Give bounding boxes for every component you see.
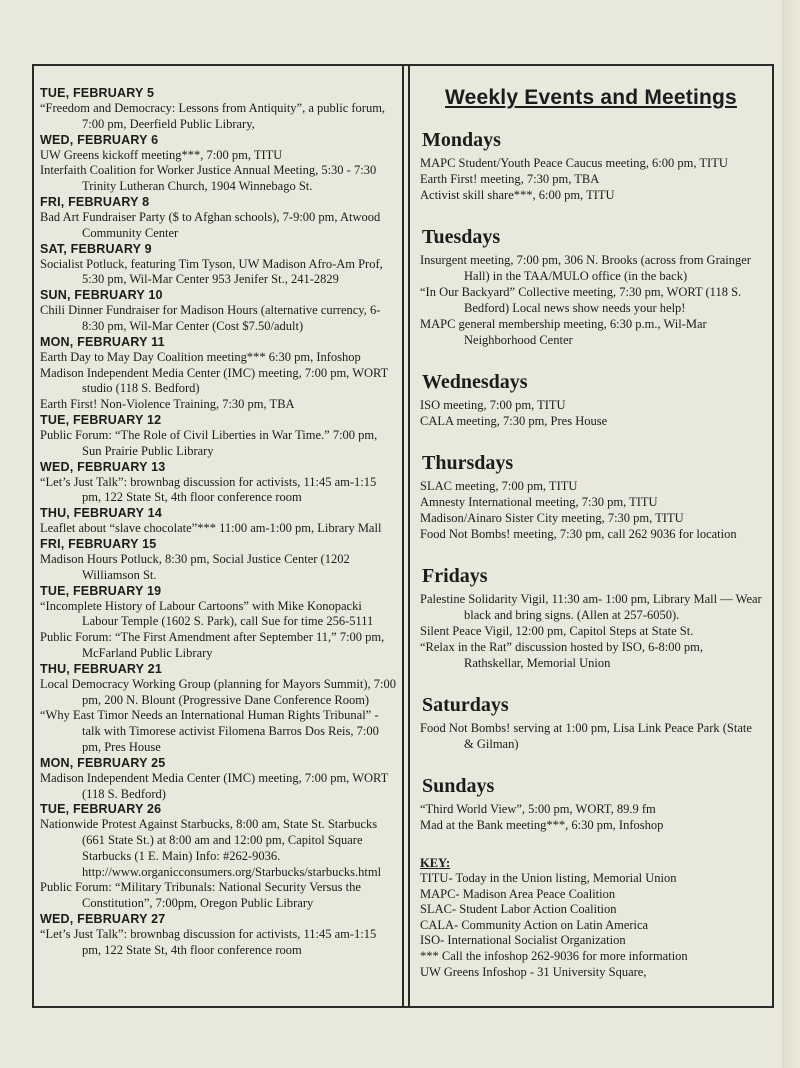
key-title: KEY: xyxy=(420,856,451,870)
calendar-event: Socialist Potluck, featuring Tim Tyson, UW Madison Afro-Am Prof, 5:30 pm, Wil-Mar Center 953 Jenifer St., 241-2829 xyxy=(40,256,383,287)
calendar-event: Madison Independent Media Center (IMC) meeting, 7:00 pm, WORT studio (118 S. Bedford) xyxy=(40,365,389,396)
calendar-event: “Let’s Just Talk”: brownbag discussion for activists, 11:45 am-1:15 pm, 122 State St, 4th floor conference room xyxy=(40,927,377,957)
key-item: ISO- International Socialist Organization xyxy=(420,933,626,948)
calendar-event: Earth Day to May Day Coalition meeting*** 6:30 pm, Infoshop xyxy=(40,349,361,364)
calendar-event: Leaflet about “slave chocolate”*** 11:00 am-1:00 pm, Library Mall xyxy=(40,521,382,536)
weekday-heading: Sundays xyxy=(422,775,495,797)
calendar-date-heading: FRI, FEBRUARY 15 xyxy=(40,536,157,551)
weekly-event: MAPC general membership meeting, 6:30 p.m., Wil-Mar Neighborhood Center xyxy=(420,317,707,347)
weekly-event: CALA meeting, 7:30 pm, Pres House xyxy=(420,414,608,428)
weekday-heading: Mondays xyxy=(422,129,501,151)
key-list xyxy=(420,871,762,980)
calendar-event: Local Democracy Working Group (planning for Mayors Summit), 7:00 pm, 200 N. Blount (Progressive Dane Conference Room) xyxy=(40,676,396,707)
weekday-section xyxy=(420,693,762,752)
calendar-date-heading: WED, FEBRUARY 27 xyxy=(40,912,166,927)
weekly-event: “In Our Backyard” Collective meeting, 7:30 pm, WORT (118 S. Bedford) Local news show needs your help! xyxy=(420,285,742,315)
key-item: *** Call the infoshop 262-9036 for more information xyxy=(420,948,688,963)
calendar-event: “Why East Timor Needs an International Human Rights Tribunal” - talk with Timorese activist Filomena Barros Dos Reis, 7:00 pm, Pres House xyxy=(40,708,379,754)
calendar-event: “Incomplete History of Labour Cartoons” with Mike Konopacki Labour Temple (1602 S. Park), call Sue for time 256-5111 xyxy=(40,598,374,629)
key-item: TITU- Today in the Union listing, Memorial Union xyxy=(420,871,677,885)
weekly-event: SLAC meeting, 7:00 pm, TITU xyxy=(420,479,578,493)
calendar-column xyxy=(34,66,404,1006)
weekday-section xyxy=(420,370,762,429)
key-item: UW Greens Infoshop - 31 University Square, xyxy=(420,964,647,979)
weekly-event: “Third World View”, 5:00 pm, WORT, 89.9 fm xyxy=(420,802,656,816)
weekly-column xyxy=(410,66,772,1006)
weekly-event: Activist skill share***, 6:00 pm, TITU xyxy=(420,188,615,202)
weekday-section xyxy=(420,451,762,542)
page-edge xyxy=(782,0,800,1068)
calendar-date-heading: TUE, FEBRUARY 12 xyxy=(40,412,162,427)
calendar-date-heading: WED, FEBRUARY 13 xyxy=(40,459,166,474)
calendar-event: Earth First! Non-Violence Training, 7:30 pm, TBA xyxy=(40,397,295,412)
weekly-event: MAPC Student/Youth Peace Caucus meeting, 6:00 pm, TITU xyxy=(420,156,728,170)
key-item: MAPC- Madison Area Peace Coalition xyxy=(420,886,616,901)
calendar-date-heading: THU, FEBRUARY 14 xyxy=(40,506,162,521)
weekly-title: Weekly Events and Meetings xyxy=(445,86,737,109)
weekday-section xyxy=(420,128,762,203)
calendar-date-heading: TUE, FEBRUARY 26 xyxy=(40,802,162,817)
calendar-event: Madison Hours Potluck, 8:30 pm, Social Justice Center (1202 Williamson St. xyxy=(40,551,350,582)
weekday-heading: Tuesdays xyxy=(422,226,501,248)
weekly-sections xyxy=(420,128,762,833)
calendar-date-heading: THU, FEBRUARY 21 xyxy=(40,661,162,676)
weekday-heading: Fridays xyxy=(422,565,488,587)
weekly-event: “Relax in the Rat” discussion hosted by ISO, 6-8:00 pm, Rathskellar, Memorial Union xyxy=(420,640,703,670)
calendar-event: Nationwide Protest Against Starbucks, 8:00 am, State St. Starbucks (661 State St.) at 8:00 am and 12:00 pm, Capitol Square Starbucks (1 E. Main) Info: #262-9036. http://www.organicconsumers.org/Starbucks/starbucks.html xyxy=(40,817,382,879)
weekday-heading: Thursdays xyxy=(422,452,514,474)
weekday-section xyxy=(420,564,762,671)
weekly-event: Mad at the Bank meeting***, 6:30 pm, Infoshop xyxy=(420,818,664,832)
calendar-date-heading: FRI, FEBRUARY 8 xyxy=(40,194,150,209)
key-item: SLAC- Student Labor Action Coalition xyxy=(420,902,617,917)
calendar-date-heading: WED, FEBRUARY 6 xyxy=(40,132,159,147)
calendar-event: Public Forum: “Military Tribunals: National Security Versus the Constitution”, 7:00pm, Oregon Public Library xyxy=(40,880,361,911)
weekly-event: Amnesty International meeting, 7:30 pm, TITU xyxy=(420,495,658,509)
weekday-section xyxy=(420,225,762,348)
key-block xyxy=(420,855,762,980)
calendar-event: Public Forum: “The First Amendment after September 11,” 7:00 pm, McFarland Public Library xyxy=(40,630,385,660)
weekly-event: ISO meeting, 7:00 pm, TITU xyxy=(420,398,566,412)
calendar-event: Bad Art Fundraiser Party ($ to Afghan schools), 7-9:00 pm, Atwood Community Center xyxy=(40,209,381,240)
weekly-event: Earth First! meeting, 7:30 pm, TBA xyxy=(420,172,600,186)
calendar-date-heading: TUE, FEBRUARY 19 xyxy=(40,583,162,598)
key-item: CALA- Community Action on Latin America xyxy=(420,917,649,932)
weekday-heading: Wednesdays xyxy=(422,371,528,393)
calendar-event: UW Greens kickoff meeting***, 7:00 pm, TITU xyxy=(40,147,283,162)
weekday-section xyxy=(420,774,762,833)
weekly-event: Food Not Bombs! meeting, 7:30 pm, call 262 9036 for location xyxy=(420,527,737,541)
calendar-event: Interfaith Coalition for Worker Justice Annual Meeting, 5:30 - 7:30 Trinity Lutheran Church, 1904 Winnebago St. xyxy=(40,163,377,194)
calendar-event: Chili Dinner Fundraiser for Madison Hours (alternative currency, 6-8:30 pm, Wil-Mar Center (Cost $7.50/adult) xyxy=(40,303,381,333)
calendar-date-heading: SUN, FEBRUARY 10 xyxy=(40,288,163,303)
calendar-date-heading: MON, FEBRUARY 11 xyxy=(40,334,165,349)
weekly-event: Food Not Bombs! serving at 1:00 pm, Lisa Link Peace Park (State & Gilman) xyxy=(420,721,752,751)
calendar-date-heading: TUE, FEBRUARY 5 xyxy=(40,86,155,100)
weekday-heading: Saturdays xyxy=(422,694,509,716)
weekly-event: Madison/Ainaro Sister City meeting, 7:30 pm, TITU xyxy=(420,511,684,525)
calendar-date-heading: MON, FEBRUARY 25 xyxy=(40,755,166,770)
calendar-event: “Let’s Just Talk”: brownbag discussion for activists, 11:45 am-1:15 pm, 122 State St, 4th floor conference room xyxy=(40,474,377,505)
calendar-date-heading: SAT, FEBRUARY 9 xyxy=(40,241,152,256)
weekly-event: Palestine Solidarity Vigil, 11:30 am- 1:00 pm, Library Mall — Wear black and bring signs. (Allen at 257-6050). xyxy=(420,592,762,622)
weekly-event: Silent Peace Vigil, 12:00 pm, Capitol Steps at State St. xyxy=(420,624,694,638)
newsletter-frame xyxy=(32,64,774,1008)
calendar-event: Madison Independent Media Center (IMC) meeting, 7:00 pm, WORT (118 S. Bedford) xyxy=(40,770,389,801)
calendar-event: “Freedom and Democracy: Lessons from Antiquity”, a public forum, 7:00 pm, Deerfield Public Library, xyxy=(40,101,386,131)
weekly-event: Insurgent meeting, 7:00 pm, 306 N. Brooks (across from Grainger Hall) in the TAA/MULO office (in the back) xyxy=(420,253,751,283)
calendar-event: Public Forum: “The Role of Civil Liberties in War Time.” 7:00 pm, Sun Prairie Public Library xyxy=(40,427,378,458)
